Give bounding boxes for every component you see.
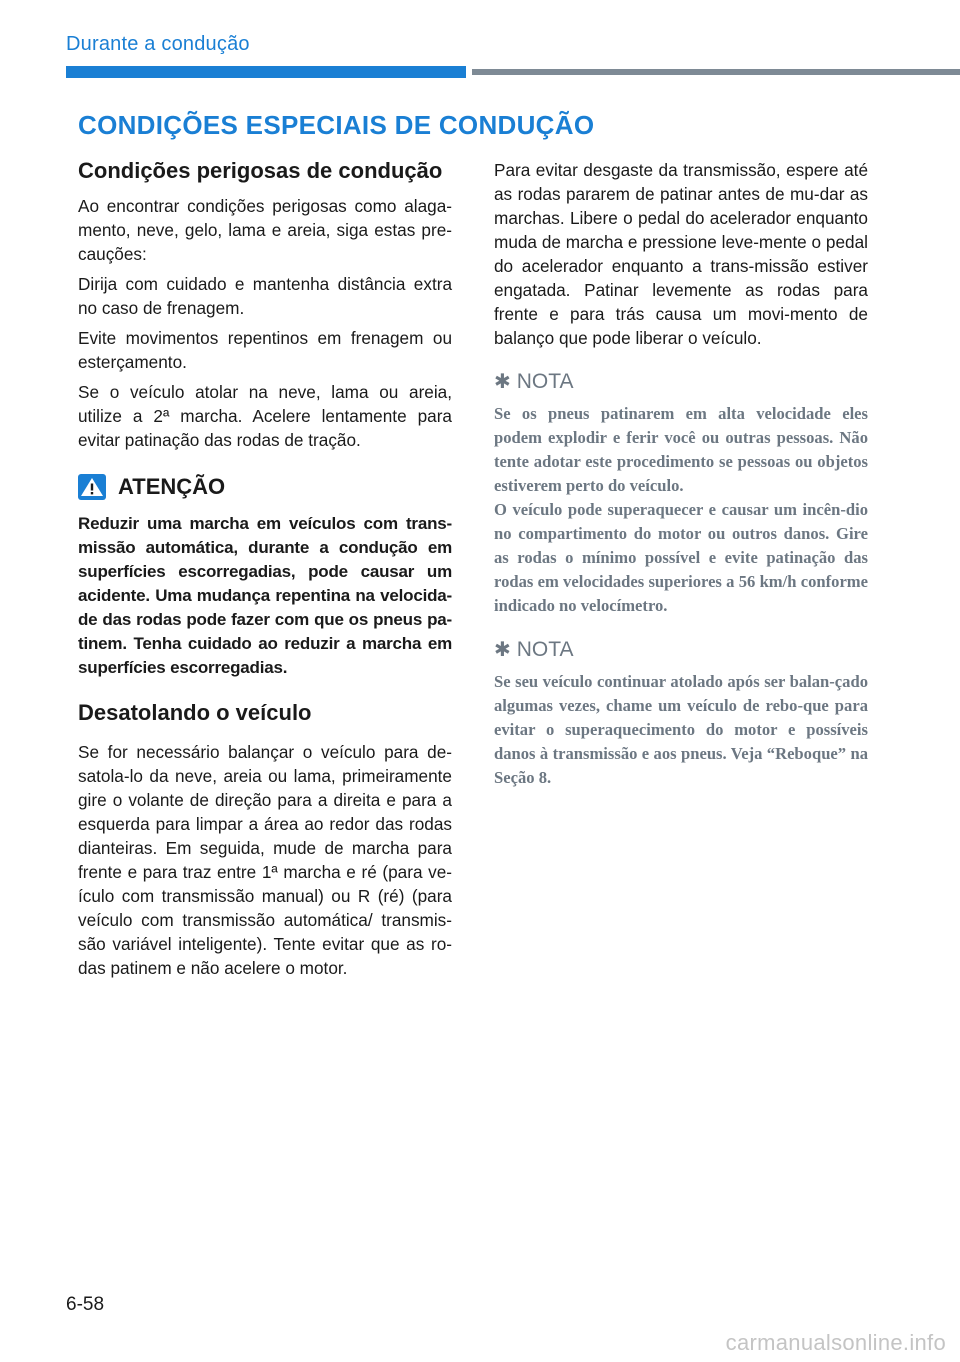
right-column <box>494 158 868 790</box>
note-header <box>494 370 868 394</box>
asterisk-icon: ✱ <box>494 639 511 661</box>
note-text: Se os pneus patinarem em alta velocidade eles podem explodir e ferir você ou outras pessoas. Não tente adotar este procedimento se pessoas ou objetos estiverem perto do veículo. <box>494 404 868 495</box>
page-number: 6-58 <box>66 1294 105 1315</box>
paragraph: Evite movimentos repentinos em frenagem ou esterçamento. <box>78 328 452 372</box>
heading-unstuck-vehicle: Desatolando o veículo <box>78 700 312 725</box>
asterisk-icon: ✱ <box>494 371 511 393</box>
header-rule-gray <box>472 69 960 75</box>
left-column <box>78 158 452 986</box>
note-text: O veículo pode superaquecer e causar um incên-dio no compartimento do motor ou outros danos. Gire as rodas o mínimo possível e evite patinação das rodas em velocidades superiores a 56 km/h conforme indicado no velocímetro. <box>494 500 868 615</box>
note-label: NOTA <box>516 638 574 661</box>
warning-triangle-icon <box>78 474 106 500</box>
paragraph: Se for necessário balançar o veículo para de-satola-lo da neve, areia ou lama, primeiramente gire o volante de direção para a direita e para a esquerda para limpar a área ao redor das rodas dianteiras. Em seguida, mude de marcha para frente e para traz entre 1ª marcha e ré (para ve-ículo com transmissão manual) ou R (ré) (para veículo com transmissão automática/ transmis-são variável inteligente). Tente evitar que as ro-das patinem e não acelere o motor. <box>78 742 452 978</box>
warning-label: ATENÇÃO <box>118 474 226 499</box>
warning-header <box>78 474 452 500</box>
note-label: NOTA <box>516 370 574 393</box>
paragraph: Se o veículo atolar na neve, lama ou areia, utilize a 2ª marcha. Acelere lentamente para evitar patinação das rodas de tração. <box>78 382 452 450</box>
paragraph: Para evitar desgaste da transmissão, espere até as rodas pararem de patinar antes de mu-dar as marchas. Libere o pedal do acelerador enquanto muda de marcha e pressione leve-mente o pedal do acelerador enquanto a trans-missão estiver engatada. Patinar levemente as rodas para frente e para trás causa um movi-mento de balanço que pode liberar o veículo. <box>494 160 868 348</box>
header-rule-blue <box>66 66 466 78</box>
warning-text: Reduzir uma marcha em veículos com trans-missão automática, durante a condução em superfícies escorregadias, pode causar um acidente. Uma mudança repentina na velocida-de das rodas pode fazer com que os pneus pa-tinem. Tenha cuidado ao reduzir a marcha em superfícies escorregadias. <box>78 514 452 677</box>
note-header <box>494 638 868 662</box>
section-title: CONDIÇÕES ESPECIAIS DE CONDUÇÃO <box>78 110 595 140</box>
paragraph: Ao encontrar condições perigosas como alaga-mento, neve, gelo, lama e areia, siga estas pre-cauções: <box>78 196 452 264</box>
heading-dangerous-conditions: Condições perigosas de condução <box>78 158 443 183</box>
note-text: Se seu veículo continuar atolado após ser balan-çado algumas vezes, chame um veículo de rebo-que para evitar o superaquecimento do motor e possíveis danos à transmissão e aos pneus. Veja “Reboque” na Seção 8. <box>494 672 868 787</box>
paragraph: Dirija com cuidado e mantenha distância extra no caso de frenagem. <box>78 274 452 318</box>
watermark: carmanualsonline.info <box>725 1330 946 1355</box>
running-header: Durante a condução <box>66 33 250 55</box>
